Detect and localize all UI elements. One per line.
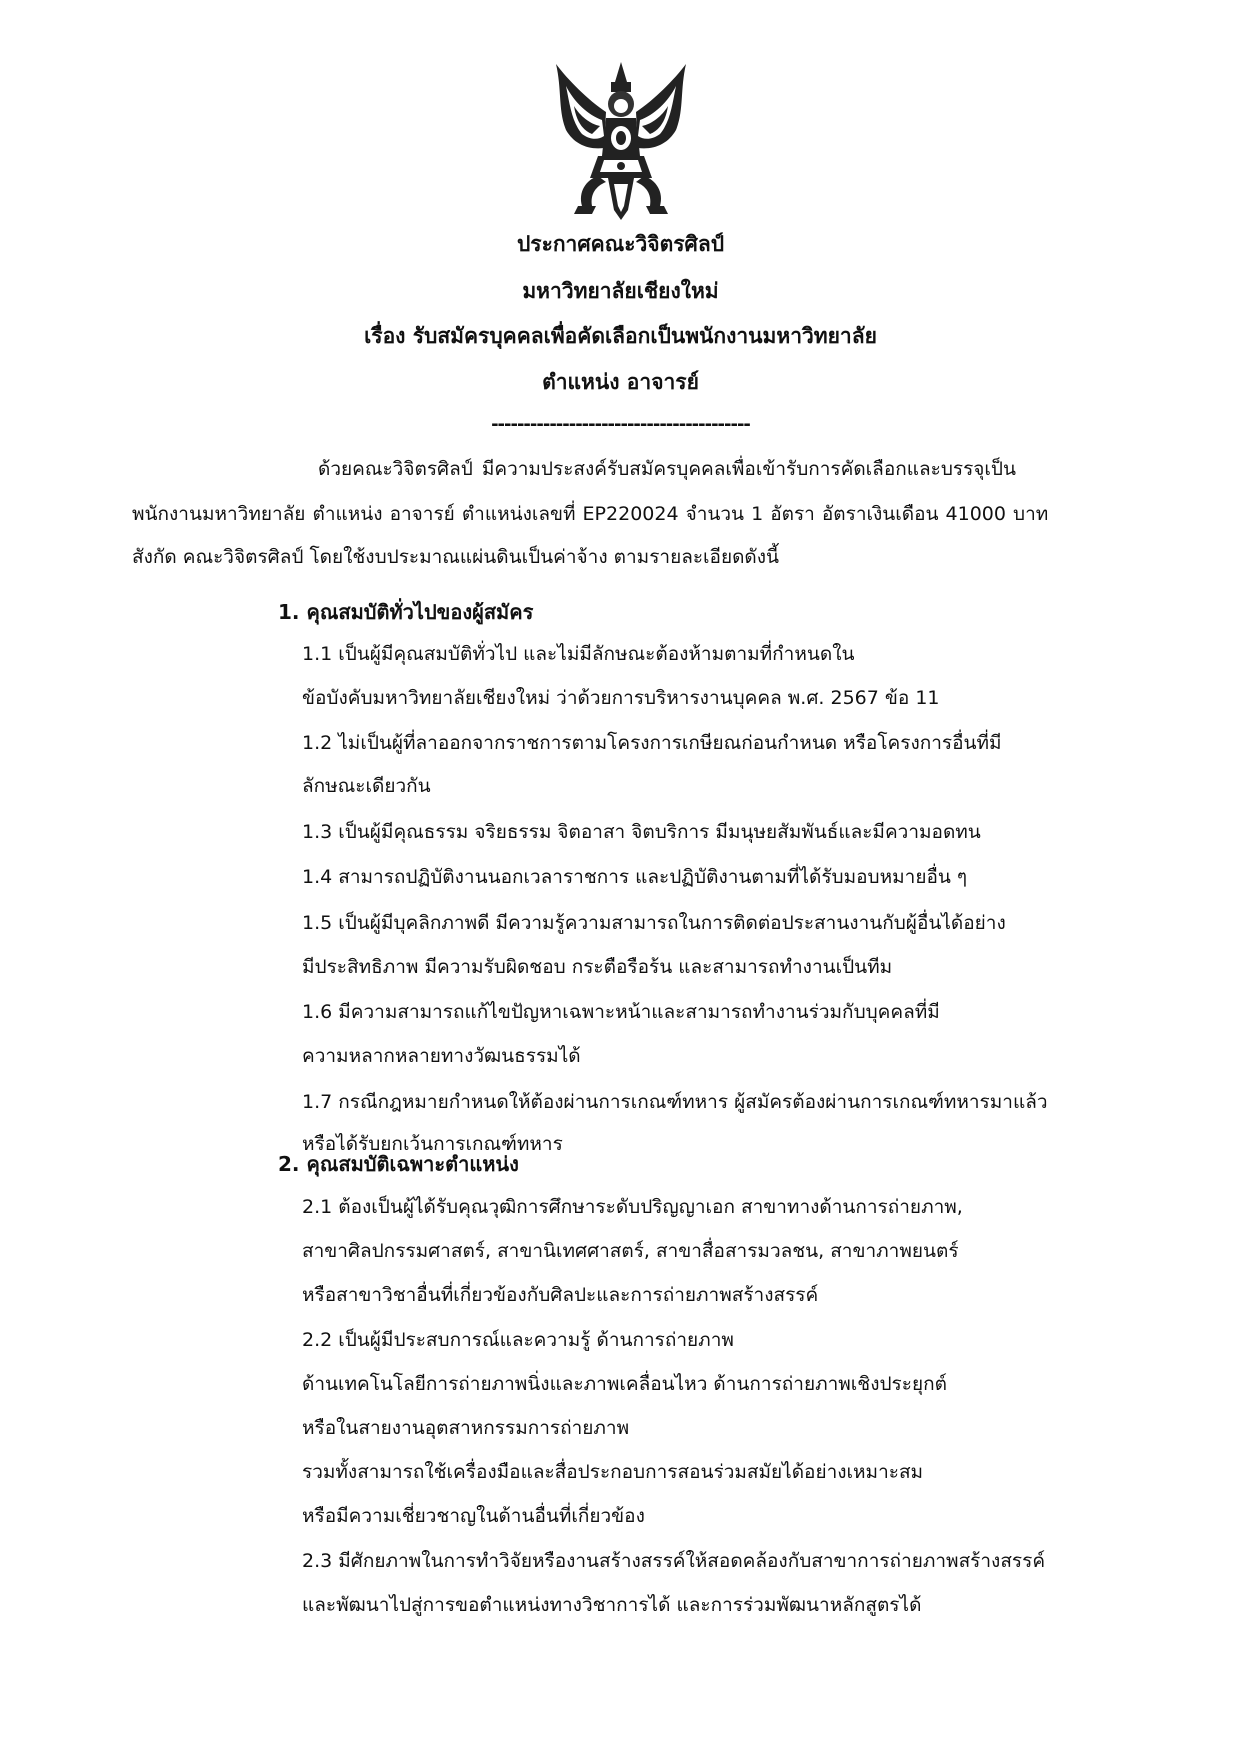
header-line-2: มหาวิทยาลัยเชียงใหม่ [522, 279, 719, 303]
section-2-line: 2.3 มีศักยภาพในการทำวิจัยหรืองานสร้างสรรค์ให้สอดคล้องกับสาขาการถ่ายภาพสร้างสรรค์ [302, 1550, 1046, 1572]
intro-line-3: สังกัด คณะวิจิตรศิลป์ โดยใช้งบประมาณแผ่นดินเป็นค่าจ้าง ตามรายละเอียดดังนี้ [132, 546, 780, 568]
header-line-1: ประกาศคณะวิจิตรศิลป์ [516, 232, 725, 256]
section-1-line: ข้อบังคับมหาวิทยาลัยเชียงใหม่ ว่าด้วยการบริหารงานบุคคล พ.ศ. 2567 ข้อ 11 [302, 687, 940, 709]
section-2-line: หรือในสายงานอุตสาหกรรมการถ่ายภาพ [302, 1417, 630, 1439]
section-2-line: หรือสาขาวิชาอื่นที่เกี่ยวข้องกับศิลปะและการถ่ายภาพสร้างสรรค์ [302, 1284, 819, 1306]
section-1-line: 1.6 มีความสามารถแก้ไขปัญหาเฉพาะหน้าและสามารถทำงานร่วมกับบุคคลที่มี [302, 1001, 940, 1023]
garuda-emblem-icon [548, 60, 694, 222]
section-2-line: และพัฒนาไปสู่การขอตำแหน่งทางวิชาการได้ และการร่วมพัฒนาหลักสูตรได้ [302, 1594, 922, 1616]
intro-line-1: ด้วยคณะวิจิตรศิลป์ มีความประสงค์รับสมัครบุคคลเพื่อเข้ารับการคัดเลือกและบรรจุเป็น [318, 458, 1016, 480]
section-2-line: รวมทั้งสามารถใช้เครื่องมือและสื่อประกอบการสอนร่วมสมัยได้อย่างเหมาะสม [302, 1461, 924, 1483]
section-2-line: 2.2 เป็นผู้มีประสบการณ์และความรู้ ด้านการถ่ายภาพ [302, 1329, 734, 1351]
section-2-heading: 2. คุณสมบัติเฉพาะตำแหน่ง [278, 1152, 519, 1176]
header-divider: ---------------------------------------- [491, 414, 750, 435]
section-1-line: หรือได้รับยกเว้นการเกณฑ์ทหาร [302, 1133, 563, 1155]
section-1-line: 1.5 เป็นผู้มีบุคลิกภาพดี มีความรู้ความสามารถในการติดต่อประสานงานกับผู้อื่นได้อย่าง [302, 912, 1006, 934]
section-1-line: ลักษณะเดียวกัน [302, 775, 431, 797]
section-1-line: 1.1 เป็นผู้มีคุณสมบัติทั่วไป และไม่มีลักษณะต้องห้ามตามที่กำหนดใน [302, 643, 855, 665]
section-1-line: มีประสิทธิภาพ มีความรับผิดชอบ กระตือรือร้น และสามารถทำงานเป็นทีม [302, 956, 893, 978]
section-1-line: ความหลากหลายทางวัฒนธรรมได้ [302, 1045, 581, 1067]
section-2-line: 2.1 ต้องเป็นผู้ได้รับคุณวุฒิการศึกษาระดับปริญญาเอก สาขาทางด้านการถ่ายภาพ, [302, 1196, 963, 1218]
section-1-line: 1.3 เป็นผู้มีคุณธรรม จริยธรรม จิตอาสา จิตบริการ มีมนุษยสัมพันธ์และมีความอดทน [302, 821, 981, 843]
section-1-line: 1.4 สามารถปฏิบัติงานนอกเวลาราชการ และปฏิบัติงานตามที่ได้รับมอบหมายอื่น ๆ [302, 866, 968, 888]
header-subject: เรื่อง รับสมัครบุคคลเพื่อคัดเลือกเป็นพนักงานมหาวิทยาลัย [364, 324, 877, 348]
header-position: ตำแหน่ง อาจารย์ [542, 370, 699, 394]
section-2-line: หรือมีความเชี่ยวชาญในด้านอื่นที่เกี่ยวข้อง [302, 1505, 645, 1527]
section-2-line: ด้านเทคโนโลยีการถ่ายภาพนิ่งและภาพเคลื่อนไหว ด้านการถ่ายภาพเชิงประยุกต์ [302, 1373, 947, 1395]
section-1-line: 1.2 ไม่เป็นผู้ที่ลาออกจากราชการตามโครงการเกษียณก่อนกำหนด หรือโครงการอื่นที่มี [302, 732, 1002, 754]
intro-line-2: พนักงานมหาวิทยาลัย ตำแหน่ง อาจารย์ ตำแหน่งเลขที่ EP220024 จำนวน 1 อัตรา อัตราเงินเดือน 41000 บาท [132, 503, 1049, 525]
section-1-line: 1.7 กรณีกฎหมายกำหนดให้ต้องผ่านการเกณฑ์ทหาร ผู้สมัครต้องผ่านการเกณฑ์ทหารมาแล้ว [302, 1091, 1048, 1113]
section-2-line: สาขาศิลปกรรมศาสตร์, สาขานิเทศศาสตร์, สาขาสื่อสารมวลชน, สาขาภาพยนตร์ [302, 1240, 959, 1262]
section-1-heading: 1. คุณสมบัติทั่วไปของผู้สมัคร [278, 600, 534, 624]
